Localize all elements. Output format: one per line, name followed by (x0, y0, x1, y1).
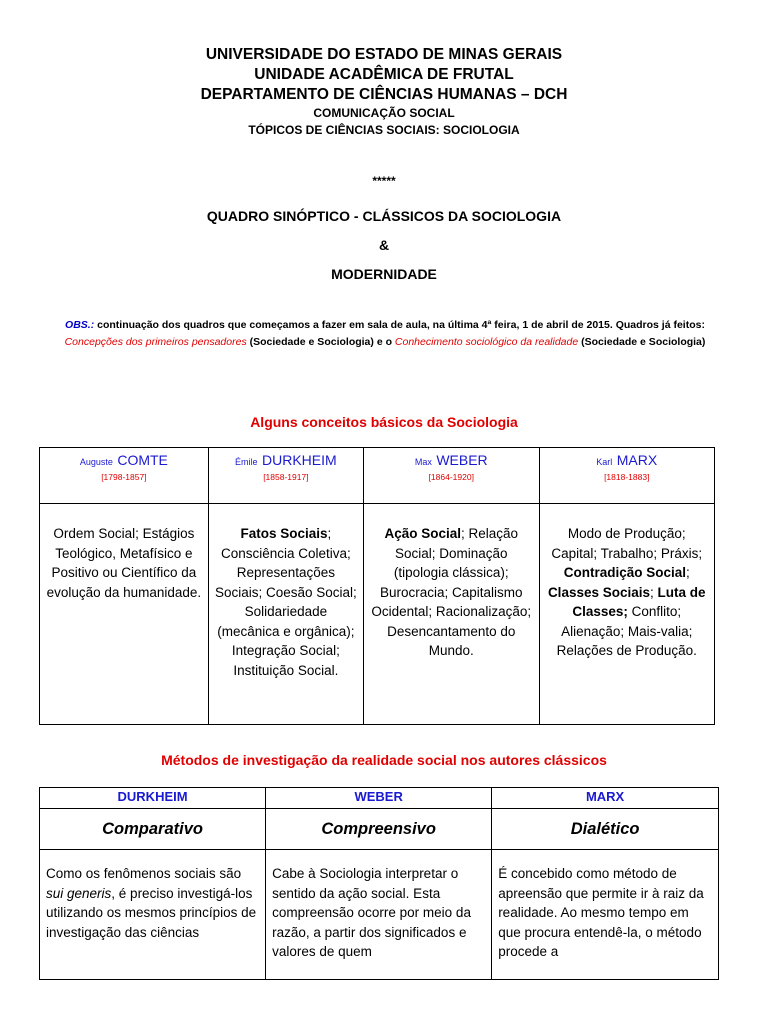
concept-bold: Fatos Sociais (240, 526, 328, 541)
academic-unit: UNIDADE ACADÊMICA DE FRUTAL (254, 66, 514, 83)
method-header-weber: WEBER (266, 788, 492, 809)
title-modernidade: MODERNIDADE (331, 266, 437, 282)
course: COMUNICAÇÃO SOCIAL (313, 106, 455, 120)
author-last: MARX (616, 452, 658, 468)
concepts-header-row (40, 448, 715, 504)
university-name: UNIVERSIDADE DO ESTADO DE MINAS GERAIS (205, 46, 563, 63)
title-ampersand: & (378, 237, 390, 253)
subject: TÓPICOS DE CIÊNCIAS SOCIAIS: SOCIOLOGIA (248, 123, 520, 137)
author-first: Auguste (79, 457, 113, 467)
methods-body-row (40, 850, 719, 980)
concept-bold: Classes Sociais (547, 584, 651, 600)
concept-bold: Luta de Classes; (572, 584, 706, 619)
author-first: Max (414, 457, 432, 467)
method-compreensivo: Compreensivo (266, 809, 492, 850)
obs-ref-1: Concepções dos primeiros pensadores (64, 336, 247, 348)
methods-name-row (40, 809, 719, 850)
obs-text: (Sociedade e Sociologia) e o (246, 336, 395, 348)
author-cell-durkheim (208, 448, 363, 504)
concepts-body-row (40, 504, 715, 725)
methods-table (39, 787, 719, 980)
author-last: WEBER (436, 452, 488, 468)
marx-concepts (539, 504, 715, 725)
institution-header (0, 45, 768, 139)
concept-text: ; (650, 584, 658, 600)
author-cell-weber (364, 448, 540, 504)
concepts-table (39, 447, 715, 725)
comte-concepts: Ordem Social; Estágios Teológico, Metafísico e Positivo ou Científico da evolução da humanidade. (40, 504, 209, 725)
obs-ref-2: Conhecimento sociológico da realidade (394, 336, 579, 348)
author-dates: [1858-1917] (263, 472, 309, 482)
methods-header-row (40, 788, 719, 809)
department: DEPARTAMENTO DE CIÊNCIAS HUMANAS – DCH (200, 86, 568, 103)
weber-concepts (364, 504, 540, 725)
author-dates: [1798-1857] (101, 472, 147, 482)
concepts-section-title: Alguns conceitos básicos da Sociologia (250, 414, 518, 430)
author-cell-marx (539, 448, 715, 504)
concept-text: ; Consciência Coletiva; Representações Sociais; Coesão Social; Solidariedade (mecânica e orgânica); Integração Social; Instituição Social. (214, 526, 357, 678)
concept-text: ; Relação Social; Dominação (tipologia clássica); Burocracia; Capitalismo Ocidental; Racionalização; Desencantamento do Mundo. (371, 526, 532, 658)
method-italic: sui generis (46, 885, 112, 901)
marx-method-text (492, 850, 719, 980)
author-last: COMTE (117, 452, 168, 468)
method-text: Cabe à Sociologia interpretar o sentido da ação social. Esta compreensão ocorre por meio da razão, a partir dos significados e valores de quem (272, 866, 471, 959)
method-dialetico: Dialético (492, 809, 719, 850)
method-header-marx: MARX (492, 788, 719, 809)
method-text: Como os fenômenos sociais são (46, 866, 242, 881)
concept-text: Modo de Produção; Capital; Trabalho; Práxis; (551, 526, 703, 561)
method-header-durkheim: DURKHEIM (40, 788, 266, 809)
author-first: Émile (235, 457, 258, 467)
durkheim-concepts (208, 504, 363, 725)
method-text: , é preciso investigá-los utilizando os mesmos princípios de investigação das ciências (46, 885, 257, 940)
author-dates: [1818-1883] (604, 472, 650, 482)
concept-bold: Contradição Social (563, 565, 686, 580)
author-last: DURKHEIM (262, 452, 337, 468)
method-comparativo: Comparativo (40, 809, 266, 850)
method-text: É concebido como método de apreensão que permite ir à raiz da realidade. Ao mesmo tempo em que procura entendê-la, o método procede a (498, 866, 704, 959)
document-title: QUADRO SINÓPTICO - CLÁSSICOS DA SOCIOLOGIA (206, 208, 562, 224)
concept-bold: Ação Social (384, 526, 461, 541)
obs-label: OBS.: (65, 319, 95, 331)
author-first: Karl (596, 457, 613, 467)
durkheim-method-text (40, 850, 266, 980)
weber-method-text (266, 850, 492, 980)
author-cell-comte (40, 448, 209, 504)
separator-stars: ***** (372, 174, 396, 188)
concept-text: ; (686, 565, 690, 580)
methods-section-title: Métodos de investigação da realidade social nos autores clássicos (161, 752, 607, 768)
author-dates: [1864-1920] (428, 472, 474, 482)
obs-text: continuação dos quadros que começamos a fazer em sala de aula, na última 4ª feira, 1 de abril de 2015. Quadros já feitos: (94, 319, 705, 331)
obs-text: (Sociedade e Sociologia) (578, 336, 706, 348)
obs-note (40, 317, 730, 351)
concept-text: Conflito; Alienação; Mais-valia; Relações de Produção. (556, 604, 697, 658)
